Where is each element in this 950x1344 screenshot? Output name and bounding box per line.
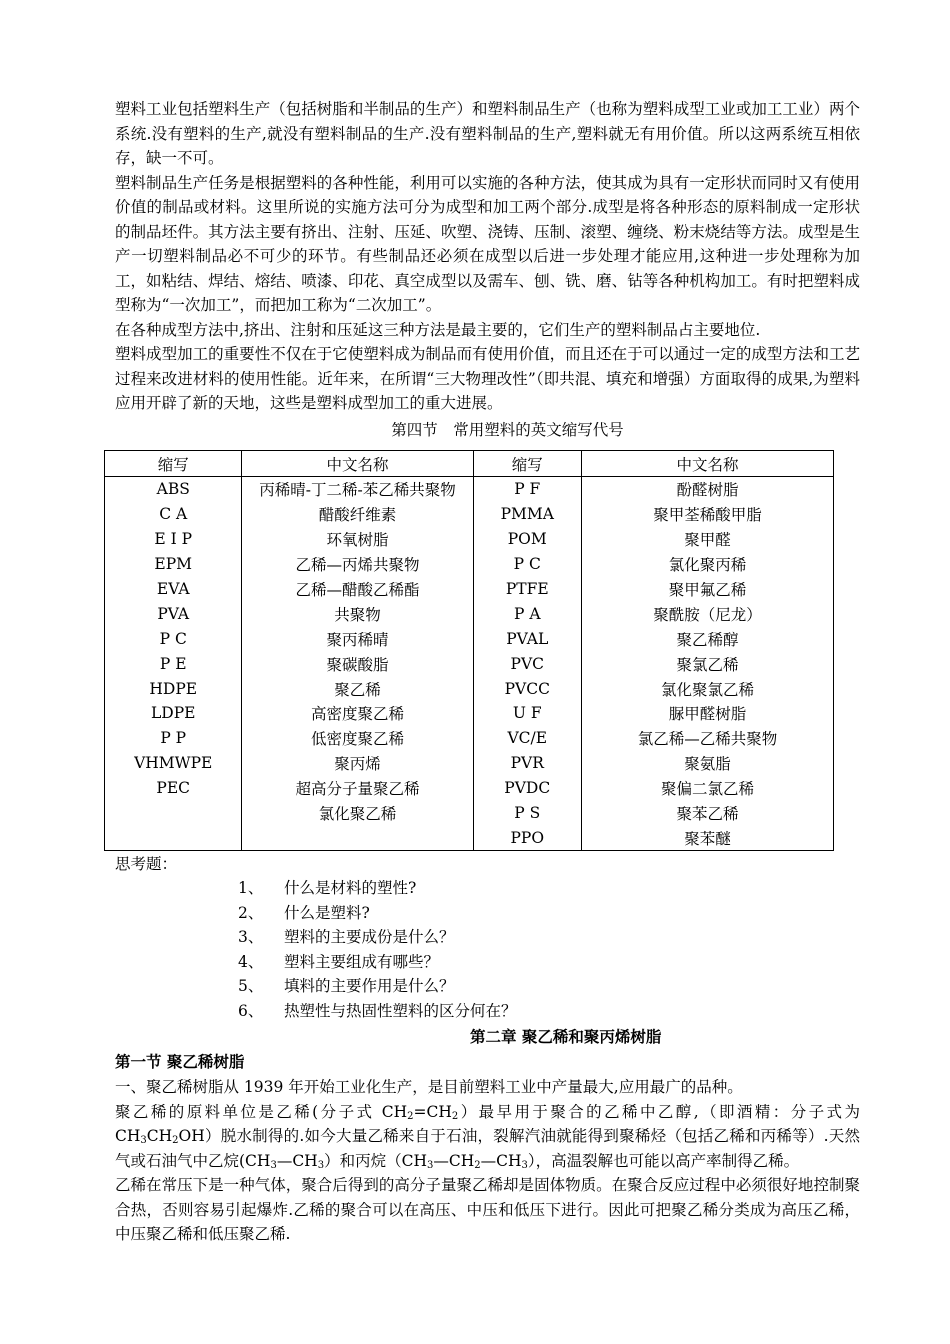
table-cell: 氯化聚丙稀 (582, 552, 834, 577)
question-text: 填料的主要作用是什么？ (284, 977, 455, 996)
table-row (105, 477, 834, 502)
table-cell: PMMA (473, 502, 582, 527)
table-row (105, 825, 834, 850)
header-name-2: 中文名称 (582, 451, 834, 477)
table-row (105, 527, 834, 552)
table-cell: 乙稀—醋酸乙稀酯 (242, 577, 473, 602)
section-4-title: 第四节 常用塑料的英文缩写代号 (391, 420, 624, 439)
table-row (105, 577, 834, 602)
table-cell: C A (105, 502, 242, 527)
table-cell: PVDC (473, 776, 582, 801)
intro-text (115, 97, 860, 442)
question-text: 什么是塑料? (284, 903, 370, 922)
questions-list (238, 876, 517, 1024)
intro-paragraph-2: 塑料制品生产任务是根据塑料的各种性能，利用可以实施的各种方法，使其成为具有一定形状而同时又有使用价值的制品或材料。这里所说的实施方法可分为成型和加工两个部分.成型是将各种形态的原料制成一定形状的制品坯件。其方法主要有挤出、注射、压延、吹塑、浇铸、压制、滚塑、缠绕、粉末烧结等方法。成型是生产一切塑料制品必不可少的环节。有些制品还必须在成型以后进一步处理才能应用,这种进一步处理称为加工，如粘结、焊结、熔结、喷漆、印花、真空成型以及需车、刨、铣、磨、钻等各种机构加工。有时把塑料成型称为“一次加工”，而把加工称为“二次加工”。 (115, 173, 860, 314)
questions-label: 思考题： (115, 855, 178, 873)
table-cell: PTFE (473, 577, 582, 602)
table-cell: 共聚物 (242, 601, 473, 626)
table-cell: ABS (105, 477, 242, 502)
table-cell: 环氧树脂 (242, 527, 473, 552)
table-cell: 聚丙烯 (242, 751, 473, 776)
table-cell: HDPE (105, 676, 242, 701)
chapter2-paragraph-3: 乙稀在常压下是一种气体，聚合后得到的高分子量聚乙稀却是固体物质。在聚合反应过程中必须很好地控制聚合热，否则容易引起爆炸.乙稀的聚合可以在高压、中压和低压下进行。因此可把聚乙稀分类成为高压乙稀，中压聚乙稀和低压聚乙稀. (115, 1176, 860, 1243)
table-cell: 聚苯醚 (582, 825, 834, 850)
table-cell: U F (473, 701, 582, 726)
table-cell: 聚甲氟乙稀 (582, 577, 834, 602)
question-text: 热塑性与热固性塑料的区分何在？ (284, 1001, 517, 1020)
question-number: 5、 (238, 977, 264, 996)
table-cell (105, 825, 242, 850)
table-cell: 醋酸纤维素 (242, 502, 473, 527)
table-cell: 聚苯乙稀 (582, 801, 834, 826)
question-text: 什么是材料的塑性? (284, 879, 417, 897)
table-cell: VC/E (473, 726, 582, 751)
table-cell: 低密度聚乙稀 (242, 726, 473, 751)
table-cell: 聚乙稀醇 (582, 626, 834, 651)
table-cell: 超高分子量聚乙稀 (242, 776, 473, 801)
list-item (238, 950, 517, 975)
table-cell: P A (473, 601, 582, 626)
intro-paragraph-3: 在各种成型方法中,挤出、注射和压延这三种方法是最主要的，它们生产的塑料制品占主要地位. (115, 320, 761, 339)
chapter-2-text (115, 1075, 860, 1247)
list-item (238, 901, 517, 926)
table-cell: 聚偏二氯乙稀 (582, 776, 834, 801)
table-cell: LDPE (105, 701, 242, 726)
table-cell: E I P (105, 527, 242, 552)
table-header-row (105, 451, 834, 477)
intro-paragraph-4: 塑料成型加工的重要性不仅在于它使塑料成为制品而有使用价值，而且还在于可以通过一定的成型方法和工艺过程来改进材料的使用性能。近年来，在所谓“三大物理改性”（即共混、填充和增强）方面取得的成果,为塑料应用开辟了新的天地，这些是塑料成型加工的重大进展。 (115, 345, 860, 412)
table-cell (242, 825, 473, 850)
table-cell: 聚甲荃稀酸甲脂 (582, 502, 834, 527)
table-row (105, 801, 834, 826)
table-cell: 聚碳酸脂 (242, 651, 473, 676)
table-cell: 聚氯乙稀 (582, 651, 834, 676)
table-cell: 酚醛树脂 (582, 477, 834, 502)
table-cell: 聚丙稀晴 (242, 626, 473, 651)
table-cell: 氯化聚乙稀 (242, 801, 473, 826)
table-row (105, 676, 834, 701)
list-item (238, 925, 517, 950)
chapter2-paragraph-1: 一、聚乙稀树脂从 1939 年开始工业化生产，是目前塑料工业中产量最大,应用最广的品种。 (115, 1078, 743, 1096)
table-cell: 高密度聚乙稀 (242, 701, 473, 726)
table-cell: PVA (105, 601, 242, 626)
table-row (105, 626, 834, 651)
table-cell: 氯乙稀—乙稀共聚物 (582, 726, 834, 751)
table-cell: 聚氨脂 (582, 751, 834, 776)
table-row (105, 651, 834, 676)
table-cell: 乙稀—丙烯共聚物 (242, 552, 473, 577)
header-abbr-1: 缩写 (105, 451, 242, 477)
table-cell: P S (473, 801, 582, 826)
chapter2-paragraph-2: 聚乙稀的原料单位是乙稀(分子式 $CH_2=CH_2$）最早用于聚合的乙稀中乙醇,（即酒精：分子式为 $CH_3CH_2OH$）脱水制得的.如今大量乙稀来自于石油，裂解汽油就能得到聚稀烃（包括乙稀和丙稀等）.天然气或石油气中乙烷$(CH_3—CH_3)$和丙烷$(CH_3—CH_2—CH_3)$，高温裂解也可能以高产率制得乙稀。 (115, 1102, 860, 1171)
table-row (105, 726, 834, 751)
table-cell: PVC (473, 651, 582, 676)
question-number: 3、 (238, 928, 264, 947)
table-cell: PVAL (473, 626, 582, 651)
list-item (238, 999, 517, 1024)
table-cell: PVCC (473, 676, 582, 701)
table-row (105, 751, 834, 776)
question-number: 6、 (238, 1001, 264, 1020)
question-text: 塑料的主要成份是什么？ (284, 928, 455, 947)
table-cell: 丙稀晴-丁二稀-苯乙稀共聚物 (242, 477, 473, 502)
question-number: 1、 (238, 879, 264, 897)
intro-paragraph-1: 塑料工业包括塑料生产（包括树脂和半制品的生产）和塑料制品生产（也称为塑料成型工业或加工工业）两个系统.没有塑料的生产,就没有塑料制品的生产.没有塑料制品的生产,塑料就无有用价值。所以这两系统互相依存，缺一不可。 (115, 100, 860, 167)
table-row (105, 502, 834, 527)
chapter-2-title: 第二章 聚乙稀和聚丙烯树脂 (470, 1027, 662, 1046)
table-cell: PEC (105, 776, 242, 801)
table-cell: EPM (105, 552, 242, 577)
table-cell: P F (473, 477, 582, 502)
table-cell: P C (473, 552, 582, 577)
table-row (105, 601, 834, 626)
table-body (105, 477, 834, 851)
table-cell: P P (105, 726, 242, 751)
section-1-title: 第一节 聚乙稀树脂 (115, 1052, 245, 1071)
question-number: 4、 (238, 952, 264, 971)
table-cell: EVA (105, 577, 242, 602)
table-row (105, 552, 834, 577)
table-cell: VHMWPE (105, 751, 242, 776)
list-item (238, 974, 517, 999)
question-number: 2、 (238, 903, 264, 922)
table-cell: PPO (473, 825, 582, 850)
table-cell: 脲甲醛树脂 (582, 701, 834, 726)
table-cell (105, 801, 242, 826)
table-cell: 氯化聚氯乙稀 (582, 676, 834, 701)
list-item (238, 876, 517, 901)
header-abbr-2: 缩写 (473, 451, 582, 477)
abbreviation-table (104, 450, 834, 851)
table-row (105, 701, 834, 726)
table-cell: POM (473, 527, 582, 552)
table-cell: PVR (473, 751, 582, 776)
table-cell: P E (105, 651, 242, 676)
question-text: 塑料主要组成有哪些？ (284, 952, 440, 971)
table-cell: 聚乙稀 (242, 676, 473, 701)
table-row (105, 776, 834, 801)
table-cell: P C (105, 626, 242, 651)
table-cell: 聚甲醛 (582, 527, 834, 552)
table-cell: 聚酰胺（尼龙） (582, 601, 834, 626)
header-name-1: 中文名称 (242, 451, 473, 477)
